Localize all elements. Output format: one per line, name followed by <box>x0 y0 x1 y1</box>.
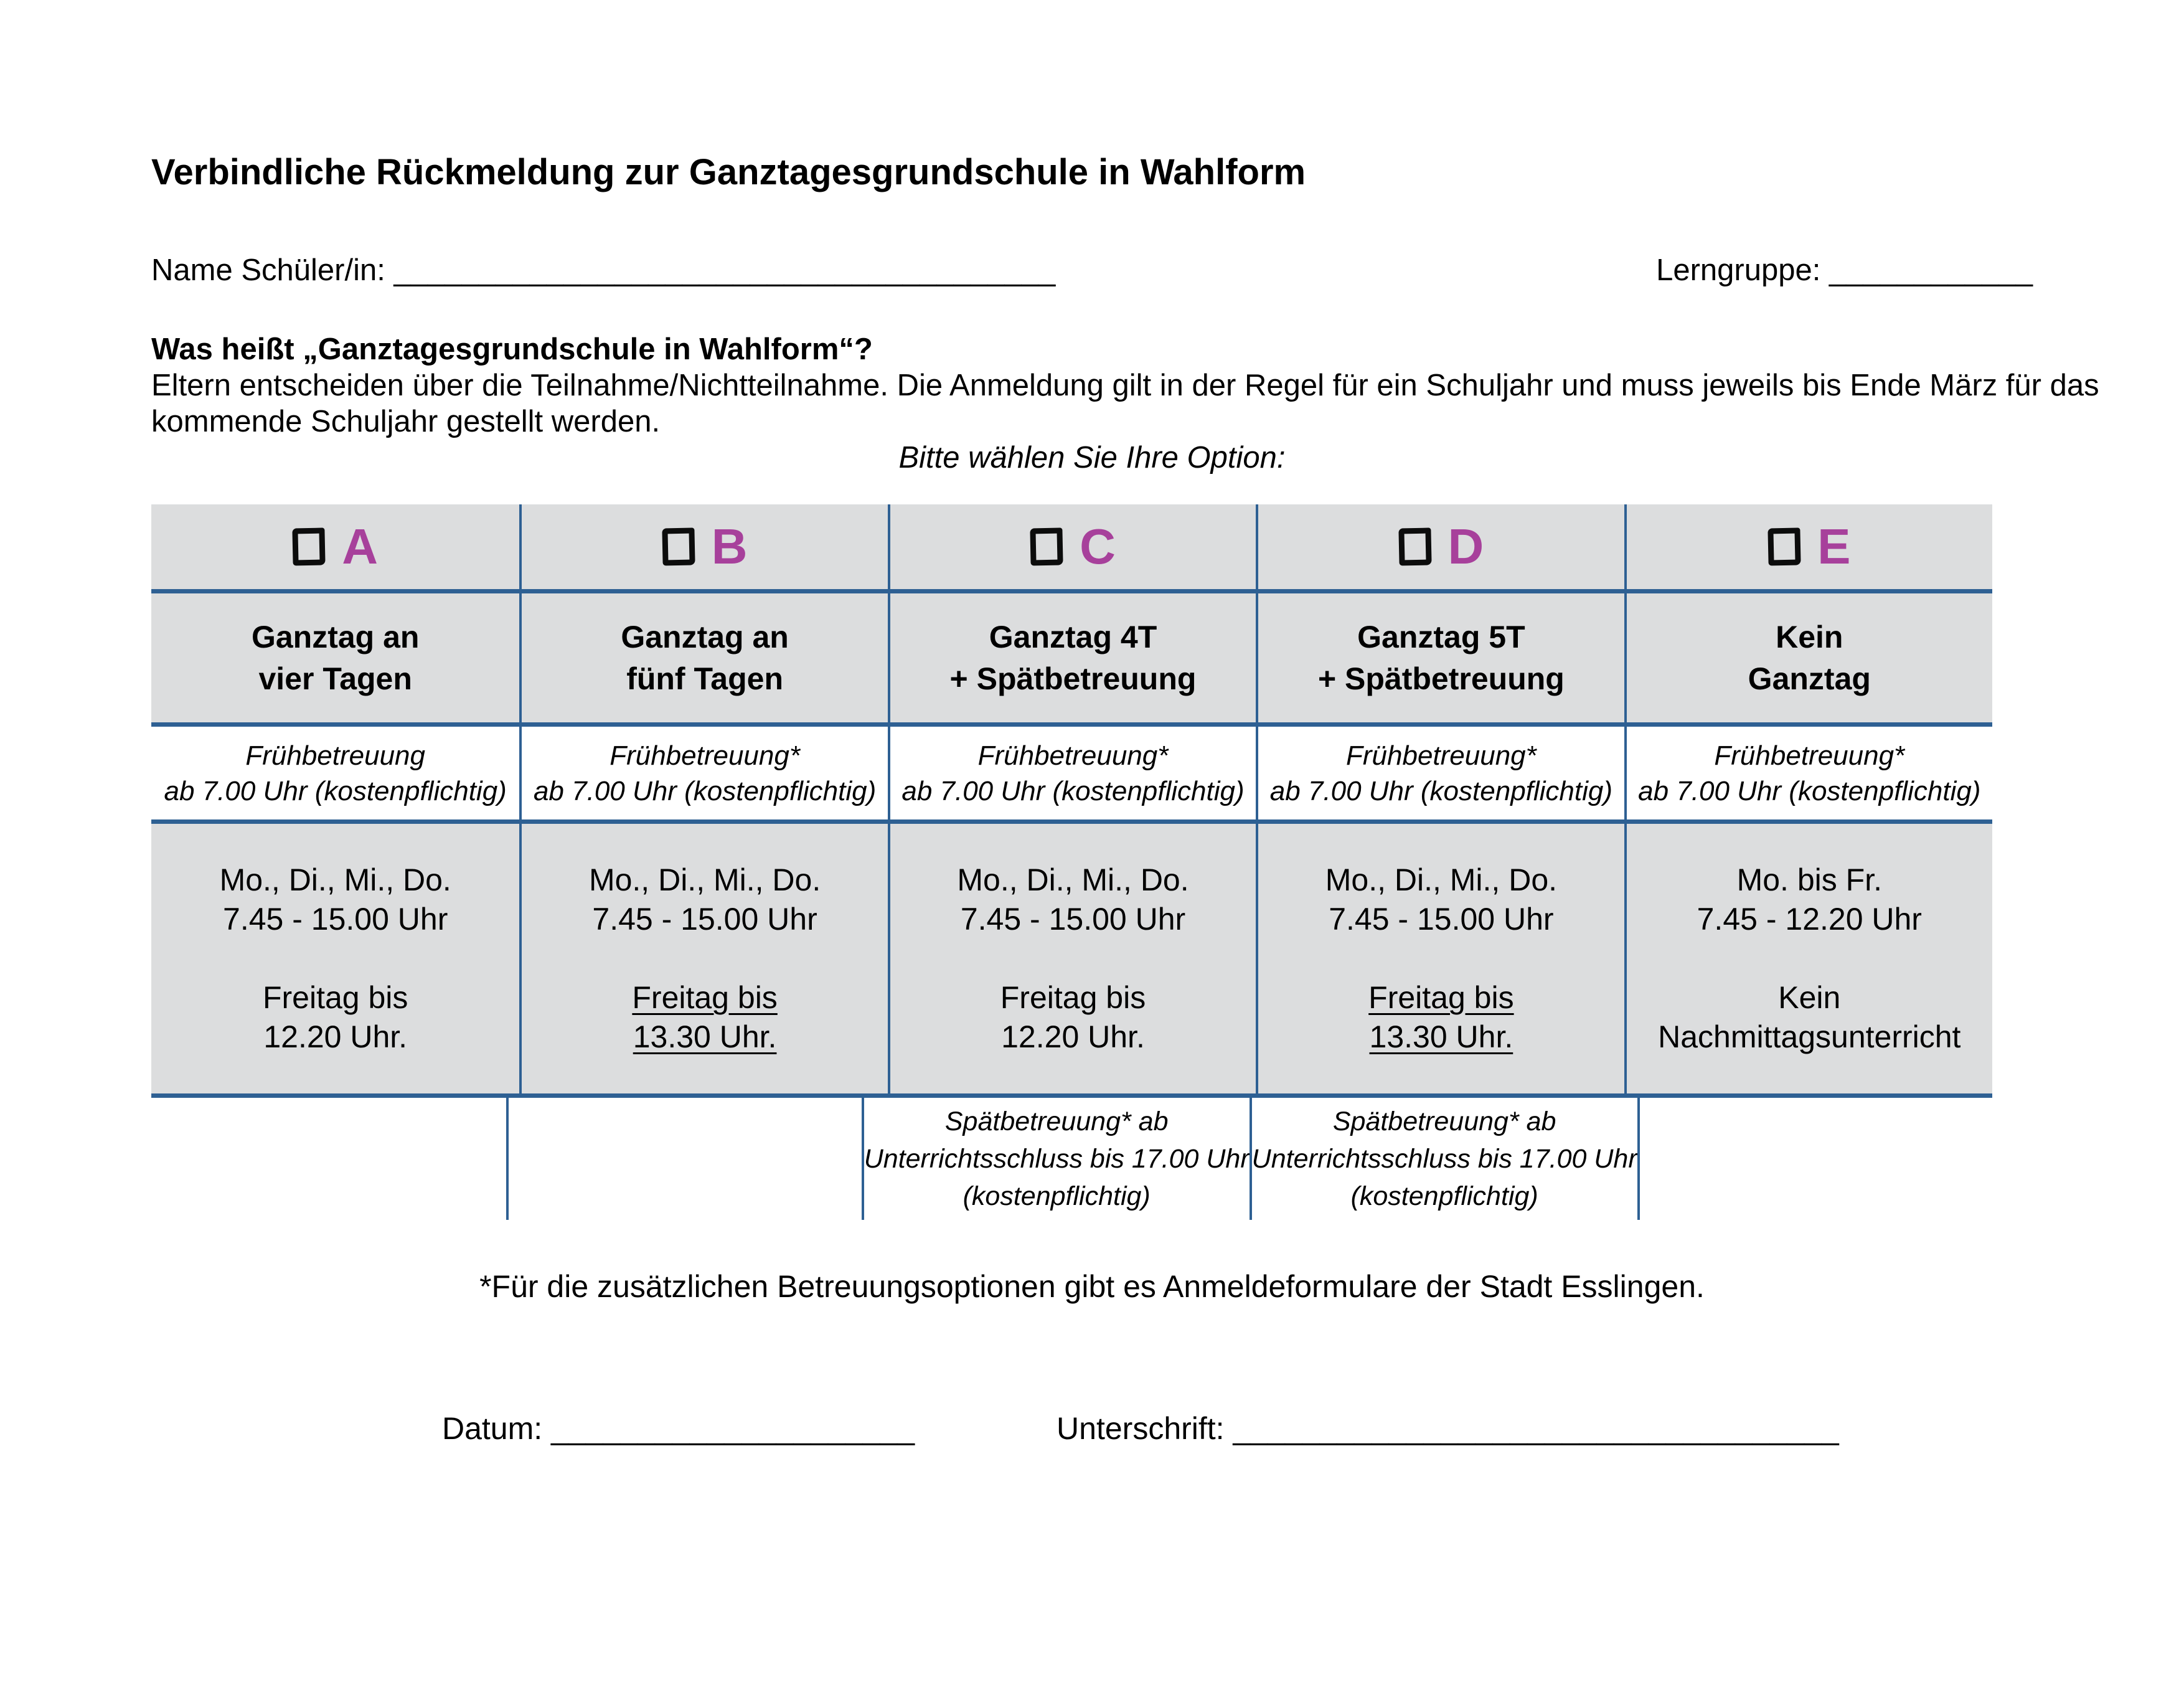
option-header-e[interactable] <box>1624 504 1992 589</box>
unterschrift-field-group <box>1057 1410 1839 1447</box>
option-title-d: Ganztag 5T + Spätbetreuung <box>1256 593 1624 722</box>
schedule-e: Mo. bis Fr. 7.45 - 12.20 Uhr Kein Nachmittagsunterricht <box>1624 824 1992 1093</box>
checkbox-icon-d[interactable] <box>1398 527 1431 565</box>
option-letter-e: E <box>1817 519 1851 574</box>
early-care-d: Frühbetreuung* ab 7.00 Uhr (kostenpflichtig) <box>1256 727 1624 819</box>
early-care-c: Frühbetreuung* ab 7.00 Uhr (kostenpflichtig) <box>888 727 1256 819</box>
schedule-d: Mo., Di., Mi., Do. 7.45 - 15.00 Uhr Freitag bis 13.30 Uhr. <box>1256 824 1624 1093</box>
option-title-e: Kein Ganztag <box>1624 593 1992 722</box>
schedule-c: Mo., Di., Mi., Do. 7.45 - 15.00 Uhr Freitag bis 12.20 Uhr. <box>888 824 1256 1093</box>
question-body-line2: kommende Schuljahr gestellt werden. <box>151 405 661 438</box>
early-care-e: Frühbetreuung* ab 7.00 Uhr (kostenpflichtig) <box>1624 727 1992 819</box>
early-care-b: Frühbetreuung* ab 7.00 Uhr (kostenpflichtig) <box>519 727 887 819</box>
option-header-d[interactable] <box>1256 504 1624 589</box>
late-care-e <box>1637 1098 1992 1220</box>
options-table <box>151 504 1992 1220</box>
intro-section <box>151 331 2099 440</box>
question-heading: Was heißt „Ganztagesgrundschule in Wahlform“? <box>151 333 873 366</box>
checkbox-icon-e[interactable] <box>1767 527 1800 565</box>
name-label: Name Schüler/in: <box>151 253 385 287</box>
option-header-a[interactable] <box>151 504 519 589</box>
schedule-b: Mo., Di., Mi., Do. 7.45 - 15.00 Uhr Freitag bis 13.30 Uhr. <box>519 824 887 1093</box>
choose-option-prompt: Bitte wählen Sie Ihre Option: <box>898 441 1286 475</box>
datum-label: Datum: <box>442 1411 543 1446</box>
lerngruppe-field-group <box>1656 253 2033 288</box>
option-letter-d: D <box>1447 519 1484 574</box>
signature-row <box>442 1410 2184 1447</box>
late-care-a <box>151 1098 506 1220</box>
schedule-a: Mo., Di., Mi., Do. 7.45 - 15.00 Uhr Freitag bis 12.20 Uhr. <box>219 862 451 1054</box>
checkbox-icon-a[interactable] <box>293 527 326 565</box>
option-title-a: Ganztag an vier Tagen <box>251 619 420 696</box>
option-letter-c: C <box>1080 519 1116 574</box>
option-letter-a: A <box>342 519 379 574</box>
option-letter-b: B <box>711 519 748 574</box>
option-title-b: Ganztag an fünf Tagen <box>519 593 887 722</box>
late-care-c: Spätbetreuung* ab Unterrichtsschluss bis 17.00 Uhr (kostenpflichtig) <box>862 1098 1250 1220</box>
unterschrift-label: Unterschrift: <box>1057 1411 1225 1446</box>
option-title-c: Ganztag 4T + Spätbetreuung <box>888 593 1256 722</box>
checkbox-icon-b[interactable] <box>662 527 695 565</box>
options-header-row <box>151 504 1992 593</box>
schedule-row <box>151 824 1992 1098</box>
late-care-d: Spätbetreuung* ab Unterrichtsschluss bis 17.00 Uhr (kostenpflichtig) <box>1250 1098 1637 1220</box>
datum-fill-line[interactable]: _____________________ <box>551 1411 915 1446</box>
page-title: Verbindliche Rückmeldung zur Ganztagesgrundschule in Wahlform <box>151 152 1306 192</box>
datum-field-group <box>442 1410 915 1447</box>
options-title-row <box>151 593 1992 727</box>
checkbox-icon-c[interactable] <box>1030 527 1063 565</box>
option-header-c[interactable] <box>888 504 1256 589</box>
early-care-a: Frühbetreuung ab 7.00 Uhr (kostenpflichtig) <box>164 740 507 806</box>
early-care-row <box>151 727 1992 824</box>
name-lerngruppe-row <box>151 253 2033 288</box>
question-body-line1: Eltern entscheiden über die Teilnahme/Nichtteilnahme. Die Anmeldung gilt in der Regel für ein Schuljahr und muss jeweils bis Ende März für das <box>151 369 2099 402</box>
late-care-b <box>506 1098 861 1220</box>
option-header-b[interactable] <box>519 504 887 589</box>
late-care-row <box>151 1098 1992 1220</box>
unterschrift-fill-line[interactable]: ___________________________________ <box>1233 1411 1839 1446</box>
lerngruppe-fill-line[interactable]: ____________ <box>1829 253 2033 287</box>
name-field-group <box>151 253 1055 288</box>
name-fill-line[interactable]: _______________________________________ <box>393 253 1056 287</box>
footnote: *Für die zusätzlichen Betreuungsoptionen gibt es Anmeldeformulare der Stadt Esslingen. <box>479 1269 1705 1304</box>
lerngruppe-label: Lerngruppe: <box>1656 253 1821 287</box>
